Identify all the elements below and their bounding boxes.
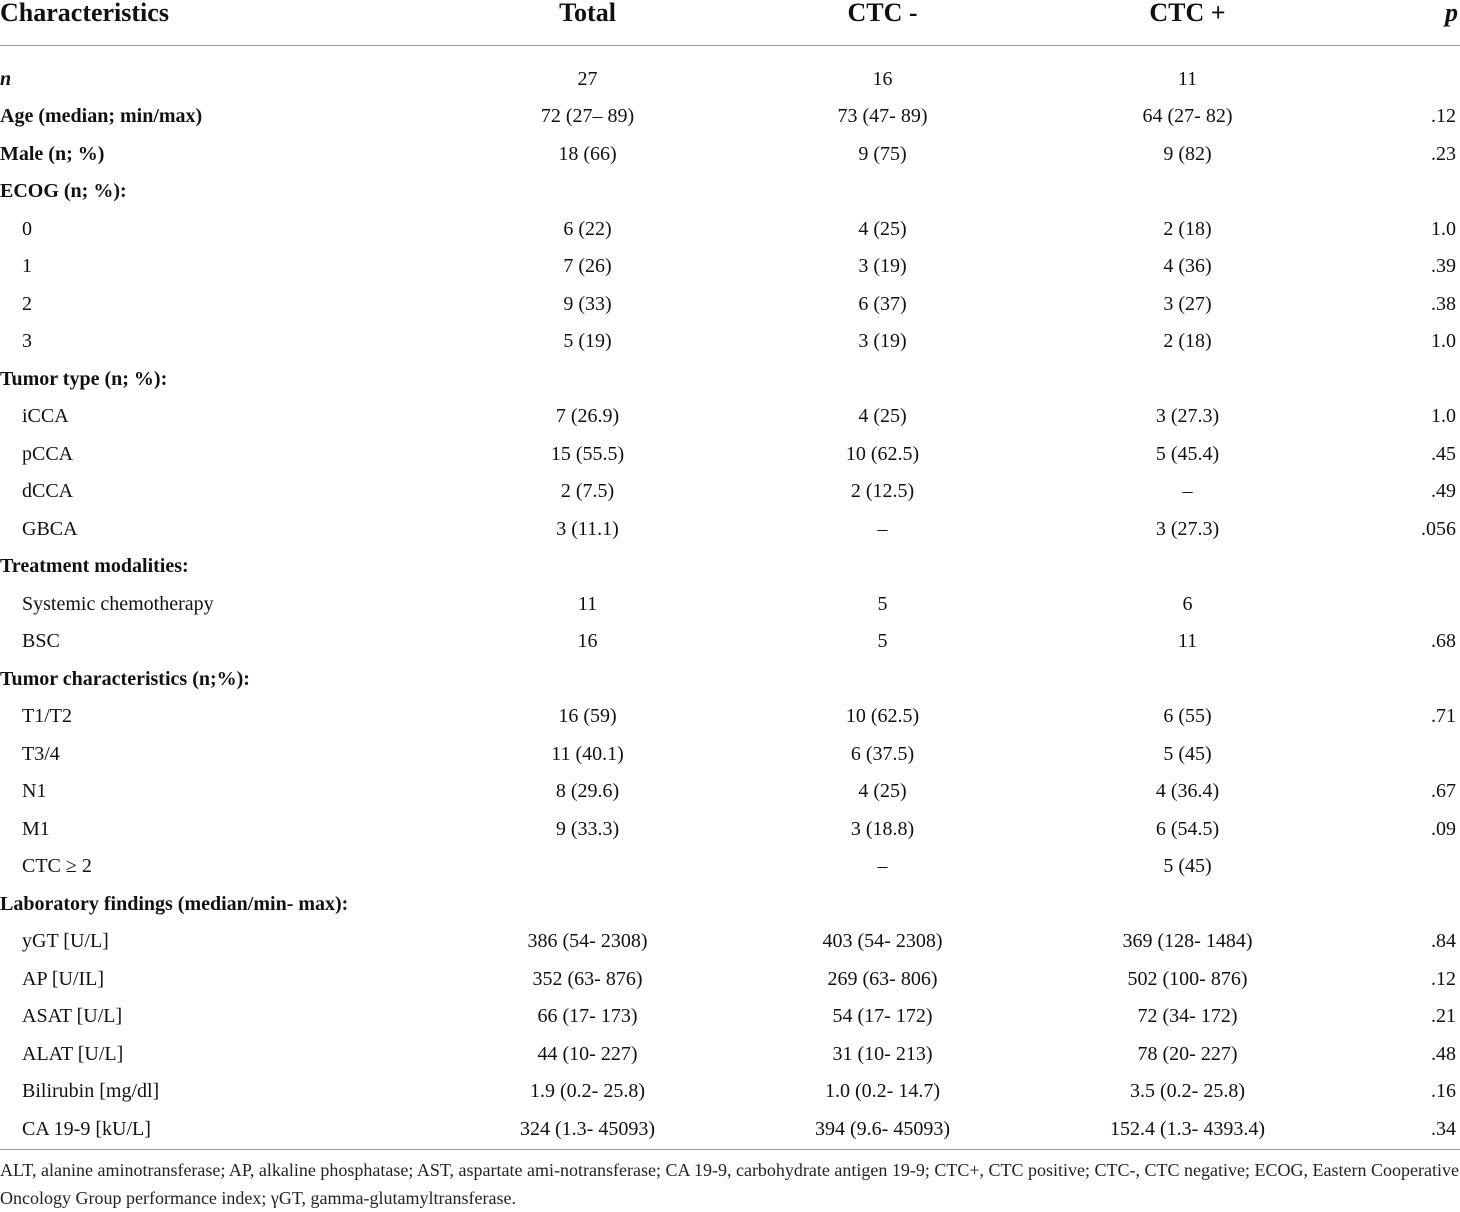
cell-total: 1.9 (0.2- 25.8) <box>530 1080 645 1103</box>
cell-total <box>440 660 735 698</box>
table-row <box>0 1110 1460 1148</box>
cell-ctc-negative: 54 (17- 172) <box>832 1005 933 1028</box>
row-label: ASAT [U/L] <box>22 1005 123 1028</box>
table-row <box>0 810 1460 848</box>
row-label: T3/4 <box>22 742 60 765</box>
cell-p-value <box>1345 173 1460 211</box>
cell-ctc-negative <box>735 360 1030 398</box>
cell-p-value: .45 <box>1431 442 1456 465</box>
row-label: yGT [U/L] <box>22 930 109 953</box>
row-label: ECOG (n; %): <box>0 180 127 203</box>
row-label: Tumor characteristics (n;%): <box>0 667 250 690</box>
cell-total: 8 (29.6) <box>555 780 620 803</box>
table-row <box>0 510 1460 548</box>
table-row <box>0 698 1460 736</box>
cell-p-value <box>1345 848 1460 886</box>
cell-total: 72 (27– 89) <box>540 105 635 128</box>
table-footnote: ALT, alanine aminotransferase; AP, alkaline phosphatase; AST, aspartate ami-notransferase; CA 19-9, carbohydrate antigen 19-9; CTC+, CTC positive; CTC-, CTC negative; ECOG, Eastern Cooperative Oncology Group performance index; γGT, gamma-glutamyltransferase. <box>0 1160 1459 1208</box>
table-row <box>0 885 1460 923</box>
row-label: iCCA <box>22 405 69 428</box>
cell-ctc-positive: 4 (36) <box>1163 255 1212 278</box>
cell-total: 5 (19) <box>563 330 612 353</box>
cell-p-value: .48 <box>1431 1042 1456 1065</box>
cell-p-value <box>1345 660 1460 698</box>
cell-ctc-positive <box>1030 660 1345 698</box>
cell-ctc-positive: 5 (45) <box>1163 855 1212 878</box>
table-row <box>0 473 1460 511</box>
cell-total: 386 (54- 2308) <box>527 930 648 953</box>
cell-ctc-positive: 3 (27) <box>1163 292 1212 315</box>
cell-ctc-positive: 64 (27- 82) <box>1142 105 1233 128</box>
cell-p-value: .09 <box>1431 817 1456 840</box>
cell-ctc-negative: – <box>877 517 888 540</box>
table-row <box>0 848 1460 886</box>
cell-total: 352 (63- 876) <box>532 967 643 990</box>
cell-total: 66 (17- 173) <box>537 1005 638 1028</box>
cell-total: 44 (10- 227) <box>537 1042 638 1065</box>
cell-ctc-negative: 4 (25) <box>858 780 907 803</box>
cell-ctc-negative <box>735 173 1030 211</box>
row-label: Systemic chemotherapy <box>22 592 214 615</box>
cell-total: 9 (33) <box>563 292 612 315</box>
table-row <box>0 398 1460 436</box>
cell-p-value: .49 <box>1431 480 1456 503</box>
cell-ctc-negative: 16 <box>872 67 893 90</box>
cell-total <box>440 548 735 586</box>
cell-p-value <box>1345 60 1460 98</box>
cell-ctc-positive: 6 (55) <box>1163 705 1212 728</box>
cell-ctc-positive: 3.5 (0.2- 25.8) <box>1130 1080 1245 1103</box>
row-label: M1 <box>22 817 50 840</box>
cell-ctc-negative: 269 (63- 806) <box>827 967 938 990</box>
cell-ctc-negative: 4 (25) <box>858 217 907 240</box>
cell-ctc-negative: 403 (54- 2308) <box>822 930 943 953</box>
cell-ctc-positive: 3 (27.3) <box>1155 517 1220 540</box>
row-label: GBCA <box>22 517 78 540</box>
cell-p-value <box>1345 885 1460 923</box>
header-characteristics: Characteristics <box>0 0 440 46</box>
cell-ctc-positive: – <box>1182 480 1193 503</box>
table-row <box>0 623 1460 661</box>
cell-p-value: .056 <box>1421 517 1456 540</box>
row-label: Laboratory findings (median/min- max): <box>0 892 349 915</box>
cell-ctc-positive <box>1030 173 1345 211</box>
table-row <box>0 660 1460 698</box>
row-label: pCCA <box>22 442 74 465</box>
row-label: Male (n; %) <box>0 142 105 165</box>
row-label: N1 <box>22 780 47 803</box>
cell-total: 2 (7.5) <box>560 480 615 503</box>
row-label: ALAT [U/L] <box>22 1042 124 1065</box>
cell-ctc-negative: 73 (47- 89) <box>837 105 928 128</box>
table-row <box>0 435 1460 473</box>
cell-ctc-negative: 3 (19) <box>858 330 907 353</box>
row-label: CTC ≥ 2 <box>22 855 92 878</box>
cell-ctc-positive: 369 (128- 1484) <box>1122 930 1253 953</box>
row-label: Age (median; min/max) <box>0 105 203 128</box>
cell-p-value: .67 <box>1431 780 1456 803</box>
row-label: 2 <box>22 292 32 315</box>
row-label: 0 <box>22 217 32 240</box>
cell-ctc-negative: – <box>877 855 888 878</box>
cell-p-value <box>1345 735 1460 773</box>
cell-ctc-negative <box>735 548 1030 586</box>
cell-ctc-positive <box>1030 360 1345 398</box>
cell-ctc-positive: 502 (100- 876) <box>1127 967 1248 990</box>
cell-total: 11 (40.1) <box>551 742 624 765</box>
cell-ctc-positive: 4 (36.4) <box>1155 780 1220 803</box>
cell-total: 7 (26.9) <box>555 405 620 428</box>
cell-p-value: .16 <box>1431 1080 1456 1103</box>
cell-ctc-positive: 78 (20- 227) <box>1137 1042 1238 1065</box>
table-row <box>0 210 1460 248</box>
cell-ctc-positive: 9 (82) <box>1163 142 1212 165</box>
cell-ctc-positive: 152.4 (1.3- 4393.4) <box>1110 1117 1265 1140</box>
table-body <box>0 46 1460 1148</box>
row-label: BSC <box>22 630 60 653</box>
row-label: 3 <box>22 330 32 353</box>
cell-ctc-positive: 11 <box>1177 630 1198 653</box>
cell-ctc-negative: 4 (25) <box>858 405 907 428</box>
cell-ctc-positive: 5 (45.4) <box>1155 442 1220 465</box>
cell-ctc-negative: 5 <box>877 592 888 615</box>
table-row <box>0 98 1460 136</box>
cell-ctc-negative: 9 (75) <box>858 142 907 165</box>
cell-p-value: .71 <box>1431 705 1456 728</box>
bottom-rule <box>0 1149 1460 1150</box>
table-row <box>0 585 1460 623</box>
cell-ctc-positive <box>1030 548 1345 586</box>
cell-ctc-negative: 10 (62.5) <box>845 442 920 465</box>
row-label: Tumor type (n; %): <box>0 367 168 390</box>
row-label: Bilirubin [mg/dl] <box>22 1080 160 1103</box>
header-ctc-positive: CTC + <box>1030 0 1345 46</box>
table-row <box>0 1073 1460 1111</box>
table-row <box>0 960 1460 998</box>
cell-p-value: .39 <box>1431 255 1456 278</box>
header-p-value: p <box>1345 0 1460 46</box>
table-row <box>0 285 1460 323</box>
cell-total: 324 (1.3- 45093) <box>520 1117 655 1140</box>
cell-ctc-negative: 3 (19) <box>858 255 907 278</box>
cell-p-value: 1.0 <box>1431 217 1456 240</box>
row-label: 1 <box>22 255 32 278</box>
cell-ctc-positive: 3 (27.3) <box>1155 405 1220 428</box>
cell-p-value: .68 <box>1431 630 1456 653</box>
table-row <box>0 998 1460 1036</box>
cell-p-value: .21 <box>1431 1005 1456 1028</box>
cell-ctc-negative: 6 (37) <box>858 292 907 315</box>
table-row <box>0 248 1460 286</box>
cell-ctc-positive: 11 <box>1177 67 1198 90</box>
cell-ctc-negative: 3 (18.8) <box>850 817 915 840</box>
row-label: T1/T2 <box>22 705 72 728</box>
cell-total: 9 (33.3) <box>555 817 620 840</box>
cell-ctc-positive: 2 (18) <box>1163 217 1212 240</box>
cell-ctc-negative: 6 (37.5) <box>850 742 915 765</box>
table-row <box>0 323 1460 361</box>
header-total: Total <box>440 0 735 46</box>
cell-ctc-positive: 5 (45) <box>1163 742 1212 765</box>
cell-total: 6 (22) <box>563 217 612 240</box>
table-row <box>0 735 1460 773</box>
table-row <box>0 173 1460 211</box>
cell-total: 18 (66) <box>558 142 617 165</box>
cell-p-value <box>1345 548 1460 586</box>
cell-total: 16 <box>577 630 598 653</box>
cell-ctc-negative: 31 (10- 213) <box>832 1042 933 1065</box>
row-label: dCCA <box>22 480 74 503</box>
table-row <box>0 135 1460 173</box>
cell-ctc-negative: 5 <box>877 630 888 653</box>
cell-ctc-negative: 1.0 (0.2- 14.7) <box>825 1080 940 1103</box>
cell-total <box>440 848 735 886</box>
cell-p-value: 1.0 <box>1431 405 1456 428</box>
cell-ctc-negative: 394 (9.6- 45093) <box>815 1117 950 1140</box>
cell-p-value: .84 <box>1431 930 1456 953</box>
cell-ctc-positive: 2 (18) <box>1163 330 1212 353</box>
row-label: AP [U/IL] <box>22 967 105 990</box>
cell-ctc-positive: 6 (54.5) <box>1155 817 1220 840</box>
header-row <box>0 0 1460 46</box>
cell-ctc-negative: 2 (12.5) <box>850 480 915 503</box>
cell-p-value: .38 <box>1431 292 1456 315</box>
table-row <box>0 548 1460 586</box>
cell-ctc-positive <box>1030 885 1345 923</box>
cell-p-value <box>1345 360 1460 398</box>
cell-p-value: 1.0 <box>1431 330 1456 353</box>
cell-total: 3 (11.1) <box>556 517 619 540</box>
cell-total: 11 <box>577 592 598 615</box>
row-label: Treatment modalities: <box>0 555 189 578</box>
table-row <box>0 923 1460 961</box>
table-row <box>0 360 1460 398</box>
cell-ctc-negative: 10 (62.5) <box>845 705 920 728</box>
cell-p-value: .12 <box>1431 105 1456 128</box>
row-label: CA 19-9 [kU/L] <box>22 1117 151 1140</box>
cell-total: 16 (59) <box>558 705 617 728</box>
cell-total: 27 <box>577 67 598 90</box>
cell-ctc-negative <box>735 660 1030 698</box>
cell-total <box>440 885 735 923</box>
row-label: n <box>0 67 12 90</box>
cell-ctc-negative <box>735 885 1030 923</box>
cell-p-value: .23 <box>1431 142 1456 165</box>
table-row <box>0 60 1460 98</box>
cell-total: 15 (55.5) <box>550 442 625 465</box>
table-row <box>0 1035 1460 1073</box>
cell-total <box>440 173 735 211</box>
cell-p-value: .12 <box>1431 967 1456 990</box>
cell-ctc-positive: 72 (34- 172) <box>1137 1005 1238 1028</box>
header-ctc-negative: CTC - <box>735 0 1030 46</box>
cell-ctc-positive: 6 <box>1182 592 1193 615</box>
cell-p-value: .34 <box>1431 1117 1456 1140</box>
cell-total: 7 (26) <box>563 255 612 278</box>
cell-total <box>440 360 735 398</box>
table-row <box>0 773 1460 811</box>
cell-p-value <box>1345 585 1460 623</box>
